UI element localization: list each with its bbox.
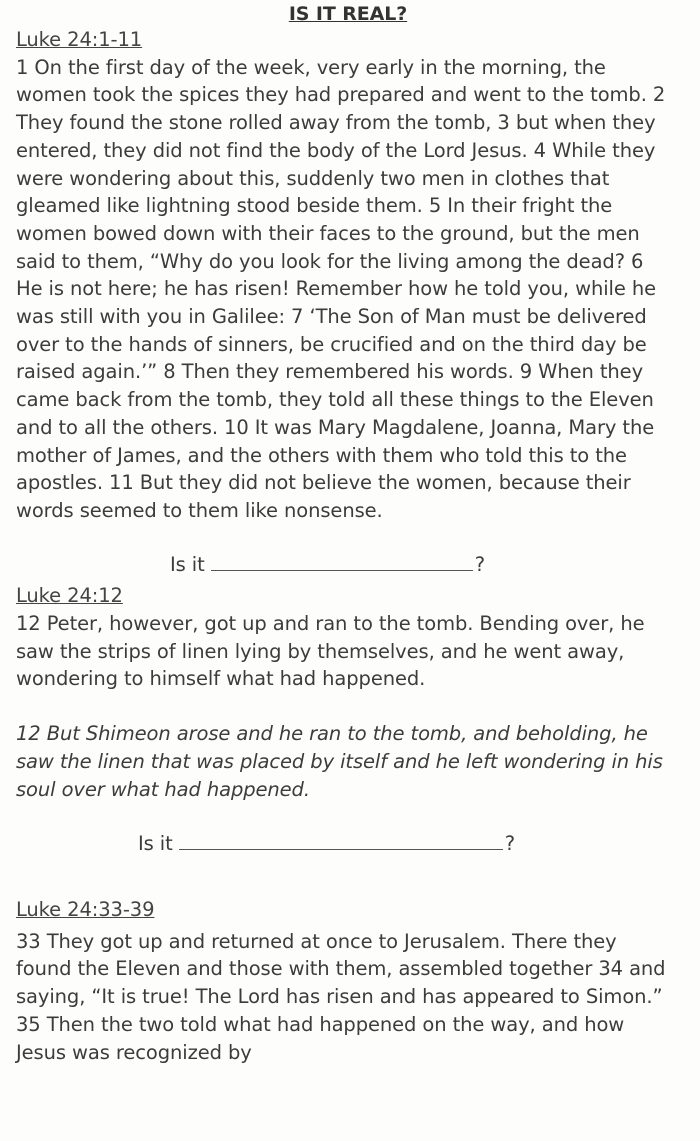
scripture-passage-2: 12 Peter, however, got up and ran to the tomb. Bending over, he saw the strips of linen lying by themselves, and he went away, wondering to himself what had happened. [16, 612, 645, 691]
question-line-1 [16, 551, 670, 579]
question-line-2 [16, 830, 670, 858]
question-suffix-1: ? [474, 552, 485, 576]
scripture-reference-2: Luke 24:12 [16, 584, 123, 608]
question-prefix-2: Is it [138, 832, 173, 856]
question-suffix-2: ? [504, 832, 515, 856]
scripture-passage-3: 33 They got up and returned at once to Jerusalem. There they found the Eleven and those with them, assembled together 34 and saying, “It is true! The Lord has risen and has appeared to Simon.” 35 Then the two told what had happened on the way, and how Jesus was recognized by [16, 929, 666, 1064]
scripture-reference-1: Luke 24:1-11 [16, 28, 143, 51]
spacer [16, 693, 670, 720]
question-prefix-1: Is it [170, 552, 205, 576]
answer-blank-2[interactable] [179, 831, 503, 850]
page-title: IS IT REAL? [288, 3, 408, 25]
scripture-passage-1: 1 On the first day of the week, very early in the morning, the women took the spices they had prepared and went to the tomb. 2 They found the stone rolled away from the tomb, 3 but when they entered, they did not find the body of the Lord Jesus. 4 While they were wondering about this, suddenly two men in clothes that gleamed like lightning stood beside them. 5 In their fright the women bowed down with their faces to the ground, but the men said to them, “Why do you look for the living among the dead? 6 He is not here; he has risen! Remember how he told you, while he was still with you in Galilee: 7 ‘The Son of Man must be delivered over to the hands of sinners, be crucified and on the third day be raised again.’” 8 Then they remembered his words. 9 When they came back from the tomb, they told all these things to the Eleven and to all the others. 10 It was Mary Magdalene, Joanna, Mary the mother of James, and the others with them who told this to the apostles. 11 But they did not believe the women, because their words seemed to them like nonsense. [16, 55, 666, 522]
alternate-translation-passage: 12 But Shimeon arose and he ran to the tomb, and beholding, he saw the linen that was placed by itself and he left wondering in his soul over what had happened. [16, 722, 663, 801]
scripture-reference-3: Luke 24:33-39 [16, 897, 155, 921]
answer-blank-1[interactable] [211, 552, 473, 571]
